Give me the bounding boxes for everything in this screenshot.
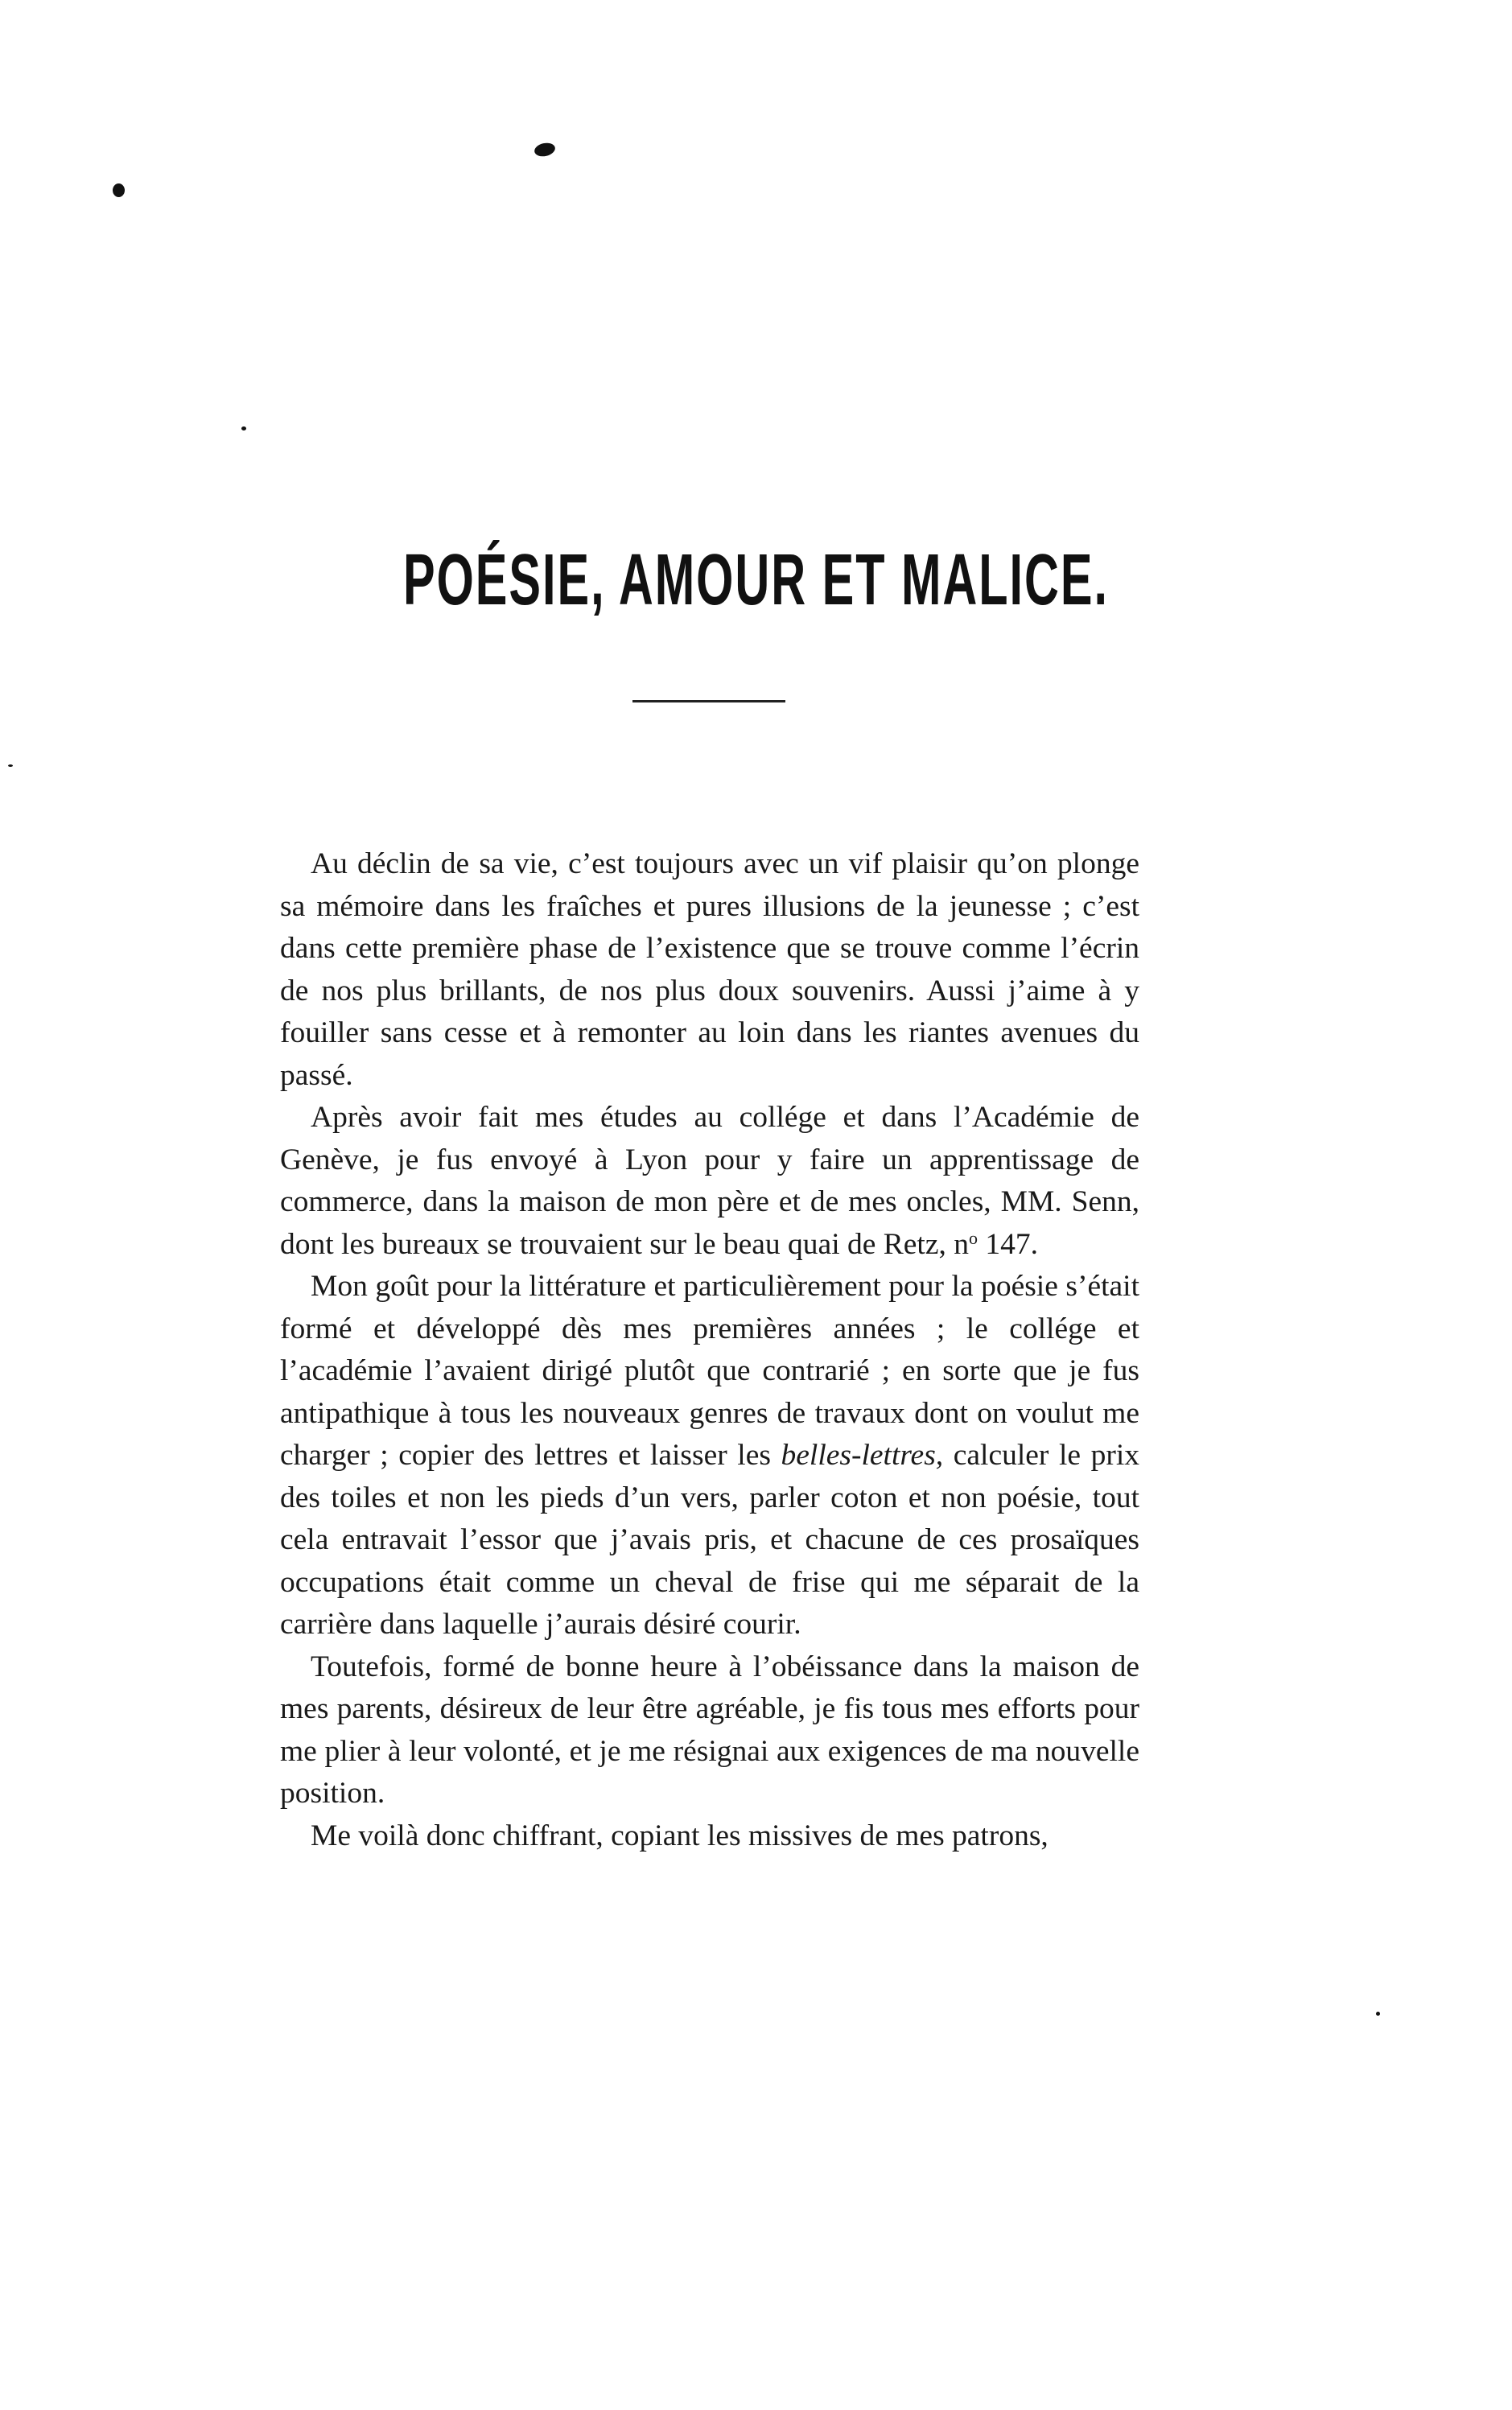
number-abbrev: n: [954, 1227, 969, 1261]
ink-speck: [534, 141, 557, 158]
paragraph-3: [280, 1266, 1139, 1646]
title-rule: [632, 700, 785, 702]
chapter-title: POÉSIE, AMOUR ET MALICE.: [403, 540, 1109, 621]
ink-speck: [241, 426, 246, 431]
paragraph-4: [280, 1646, 1139, 1815]
paragraph-text: Me voilà donc chiffrant, copiant les missives de mes patrons,: [311, 1819, 1049, 1852]
paragraph-5: [280, 1815, 1139, 1858]
street-number: 147.: [977, 1227, 1038, 1261]
ink-speck: [1376, 2012, 1380, 2016]
paragraph-text: Toutefois, formé de bonne heure à l’obéissance dans la maison de mes parents, désireux de leur être agréable, je fis tous mes efforts pour me plier à leur volonté, et je me résignai aux exigences de ma nouvelle position.: [280, 1650, 1139, 1810]
paragraph-1: [280, 843, 1139, 1097]
body-text: [280, 843, 1139, 1857]
paragraph-text: calculer le prix des toiles et non les pieds d’un vers, parler coton et non poésie, tout cela entravait l’essor que j’avais pris, et chacune de ces prosaïques occupations était comme un cheval de frise qui me séparait de la carrière dans laquelle j’aurais désiré courir.: [280, 1439, 1140, 1641]
ink-speck: [8, 764, 13, 767]
paragraph-text: Mon goût pour la littérature et particulièrement pour la poésie s’était formé et développé dès mes premières années ; le collége et l’académie l’avaient dirigé plutôt que contrarié ; en sorte que je fus antipathique à tous les nouveaux genres de travaux dont on voulut me charger ; copier des lettres et laisser les: [280, 1270, 1139, 1472]
italic-phrase: belles-lettres,: [781, 1439, 944, 1472]
paragraph-text: Après avoir fait mes études au collége et dans l’Académie de Genève, je fus envoyé à Lyon pour y faire un apprentissage de commerce, dans la maison de mon père et de mes oncles, MM. Senn, dont les bureaux se trouvaient sur le beau quai de Retz,: [280, 1101, 1139, 1261]
paragraph-2: [280, 1097, 1139, 1266]
number-abbrev-sup: o: [968, 1227, 978, 1248]
ink-speck: [113, 183, 125, 197]
paragraph-text: Au déclin de sa vie, c’est toujours avec un vif plaisir qu’on plonge sa mémoire dans les fraîches et pures illusions de la jeunesse ; c’est dans cette première phase de l’existence que se trouve comme l’écrin de nos plus brillants, de nos plus doux souvenirs. Aussi j’aime à y fouiller sans cesse et à remonter au loin dans les riantes avenues du passé.: [280, 847, 1139, 1092]
